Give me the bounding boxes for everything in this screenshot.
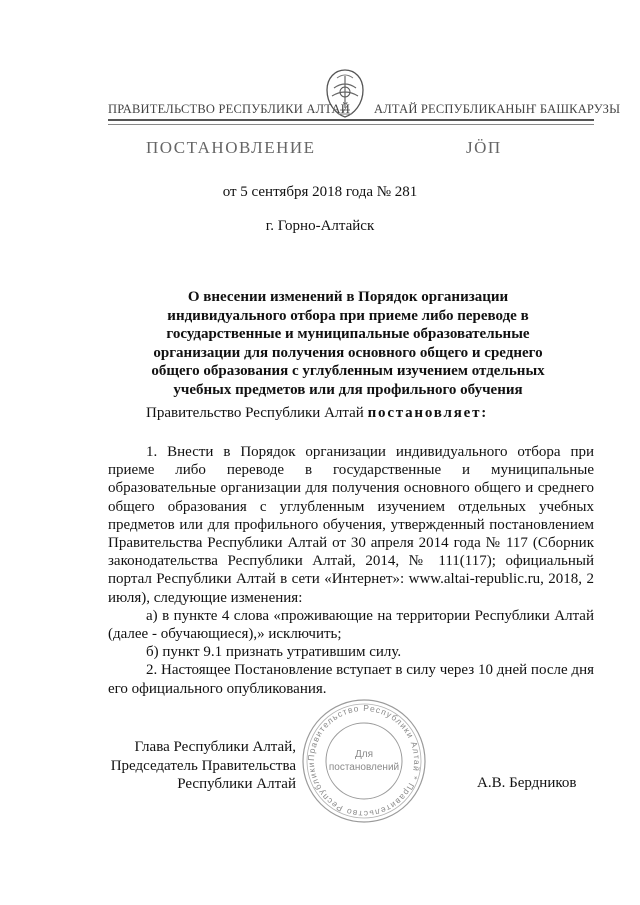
- header-right-org-name: АЛТАЙ РЕСПУБЛИКАНЫҤ БАШКАРУЗЫ: [374, 102, 621, 116]
- signature-name: А.В. Бердников: [477, 775, 577, 791]
- doc-type-altai: ЈÖП: [466, 138, 502, 157]
- preamble: [146, 405, 488, 422]
- document-body: [108, 443, 594, 698]
- decree-word: постановляет:: [367, 405, 489, 421]
- stamp-ring-text: Правительство Республики Алтай * Правительство Республики: [305, 702, 423, 820]
- city-line: г. Горно-Алтайск: [265, 218, 375, 234]
- doc-type-russian: ПОСТАНОВЛЕНИЕ: [146, 138, 316, 157]
- preamble-text: Правительство Республики Алтай: [146, 405, 368, 421]
- stamp-center-line-2: постановлений: [328, 762, 400, 773]
- header-left-org-name: ПРАВИТЕЛЬСТВО РЕСПУБЛИКИ АЛТАЙ: [108, 102, 350, 116]
- header-rule-thin: [108, 124, 594, 125]
- official-stamp: [300, 697, 428, 825]
- paragraph-1: 1. Внести в Порядок организации индивидуального отбора при приеме либо переводе в государственные и муниципальные образовательные организации для получения основного общего и среднего общего образования с углубленным изучением отдельных учебных предметов или для профильного обучения, утвержденный постановлением Правительства Республики Алтай от 30 апреля 2014 года № 117 (Сборник законодательства Республики Алтай, 2014, № 111(117); официальный портал Республики Алтай в сети «Интернет»: www.altai-republic.ru, 2018, 2 июля), следующие изменения:: [108, 444, 594, 606]
- date-line: от 5 сентября 2018 года № 281: [222, 184, 418, 200]
- stamp-center-line-1: Для: [354, 749, 374, 760]
- document-title: О внесении изменений в Порядок организации индивидуального отбора при приеме либо переводе в государственные и муниципальные образовательные организации для получения основного общего и среднего общего образования с углубленным изучением отдельных учебных предметов или для профильного обучения: [151, 289, 545, 398]
- paragraph-1b: б) пункт 9.1 признать утратившим силу.: [146, 644, 402, 661]
- paragraph-2: 2. Настоящее Постановление вступает в силу через 10 дней после дня его официального опубликования.: [108, 662, 594, 697]
- signature-position-line-2: Председатель Правительства: [110, 757, 296, 774]
- signature-position-line-1: Глава Республики Алтай,: [134, 739, 296, 755]
- header-rule-thick: [108, 119, 594, 121]
- paragraph-1a: а) в пункте 4 слова «проживающие на территории Республики Алтай (далее - обучающиеся),» исключить;: [108, 607, 594, 643]
- signature-position-line-3: Республики Алтай: [177, 776, 296, 792]
- signature-position: [100, 738, 296, 794]
